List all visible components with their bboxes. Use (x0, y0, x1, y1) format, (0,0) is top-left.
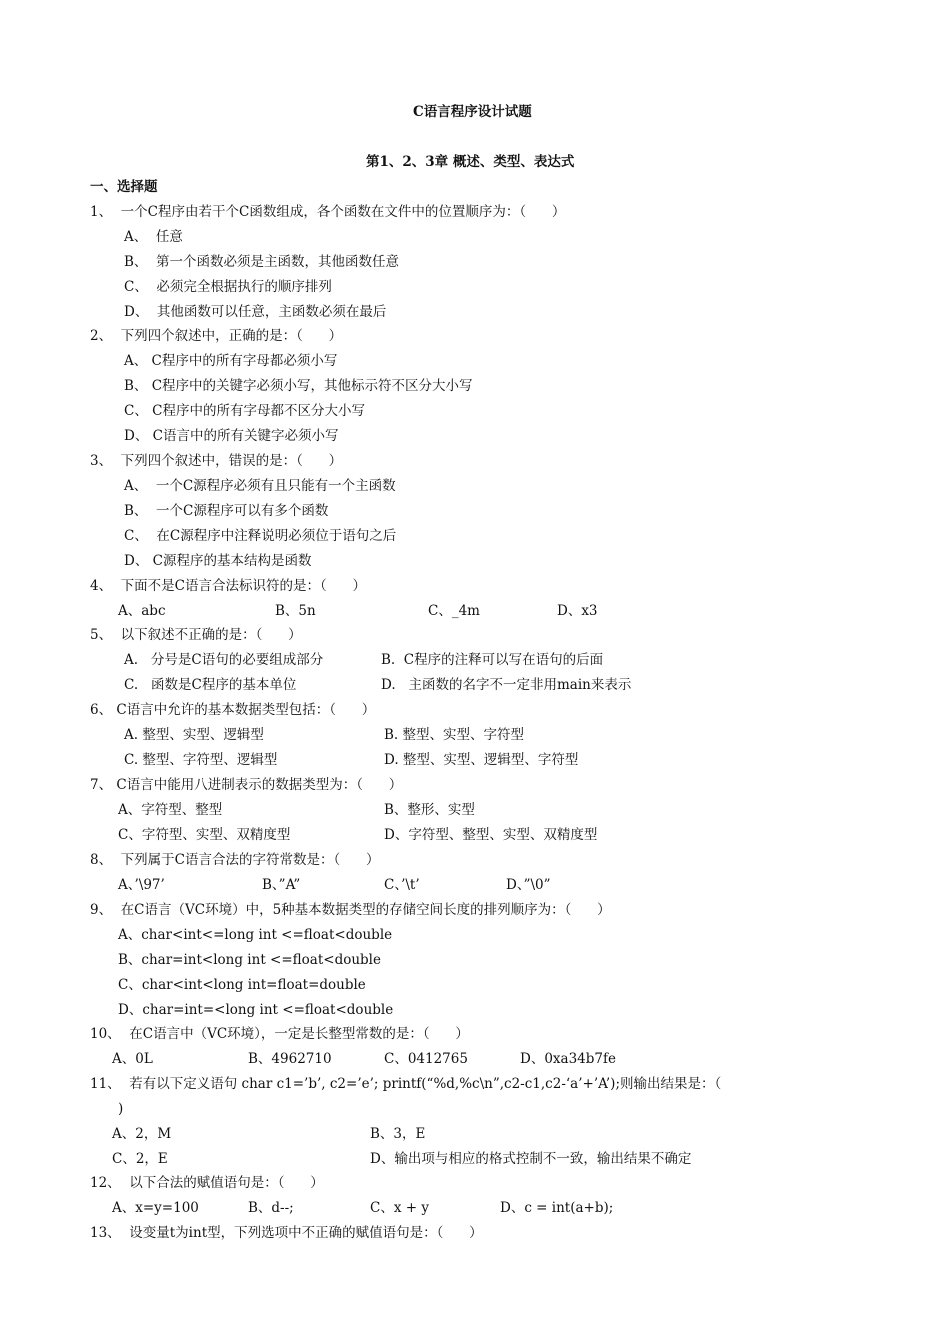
q3-option-a: A、 一个C源程序必须有且只能有一个主函数 (124, 478, 396, 494)
q2-option-c: C、 C程序中的所有字母都不区分大小写 (124, 403, 365, 419)
document-title: C语言程序设计试题 (413, 104, 532, 120)
q1-option-b: B、 第一个函数必须是主函数，其他函数任意 (124, 254, 400, 270)
question-9: 9、 在C语言（VC环境）中，5种基本数据类型的存储空间长度的排列顺序为：（ ） (90, 902, 611, 918)
q12-option-a: A、x=y=100 (112, 1200, 199, 1216)
q3-option-c: C、 在C源程序中注释说明必须位于语句之后 (124, 528, 397, 544)
q10-option-b: B、4962710 (248, 1051, 332, 1067)
q2-option-a: A、 C程序中的所有字母都必须小写 (124, 353, 338, 369)
question-8: 8、 下列属于C语言合法的字符常数是：（ ） (90, 852, 380, 868)
q7-option-a: A、字符型、整型 (118, 802, 223, 818)
question-1: 1、 一个C程序由若干个C函数组成，各个函数在文件中的位置顺序为：（ ） (90, 204, 566, 220)
question-11: 11、 若有以下定义语句 char c1=’b’, c2=’e’; printf(“%d,%c\n”,c2-c1,c2-‘a’+’A’);则输出结果是：（ (90, 1076, 722, 1092)
q1-option-c: C、 必须完全根据执行的顺序排列 (124, 279, 332, 295)
q10-option-c: C、0412765 (384, 1051, 468, 1067)
q4-option-a: A、abc (118, 603, 166, 619)
q8-option-a: A、’\97’ (118, 877, 165, 893)
q7-option-c: C、字符型、实型、双精度型 (118, 827, 291, 843)
question-11-continued: ) (118, 1101, 124, 1117)
q7-option-d: D、字符型、整型、实型、双精度型 (384, 827, 598, 843)
section-heading: 一、选择题 (90, 179, 158, 195)
q9-option-b: B、char=int<long int <=float<double (118, 952, 381, 968)
q6-option-b: B. 整型、实型、字符型 (384, 727, 525, 743)
question-6: 6、 C语言中允许的基本数据类型包括：（ ） (90, 702, 376, 718)
q6-option-a: A. 整型、实型、逻辑型 (124, 727, 264, 743)
q9-option-c: C、char<int<long int=float=double (118, 977, 366, 993)
q1-option-a: A、 任意 (124, 229, 183, 245)
q5-option-d: D. 主函数的名字不一定非用main来表示 (381, 677, 632, 693)
q2-option-d: D、 C语言中的所有关键字必须小写 (124, 428, 339, 444)
q7-option-b: B、整形、实型 (384, 802, 475, 818)
q11-option-c: C、2，E (112, 1151, 168, 1167)
q11-option-a: A、2，M (112, 1126, 172, 1142)
q10-option-a: A、0L (112, 1051, 153, 1067)
question-3: 3、 下列四个叙述中，错误的是：（ ） (90, 453, 343, 469)
q1-option-d: D、 其他函数可以任意，主函数必须在最后 (124, 304, 387, 320)
q3-option-d: D、 C源程序的基本结构是函数 (124, 553, 312, 569)
question-10: 10、 在C语言中（VC环境），一定是长整型常数的是：（ ） (90, 1026, 469, 1042)
q9-option-a: A、char<int<=long int <=float<double (118, 927, 393, 943)
q9-option-d: D、char=int=<long int <=float<double (118, 1002, 394, 1018)
q11-option-d: D、输出项与相应的格式控制不一致，输出结果不确定 (370, 1151, 692, 1167)
q3-option-b: B、 一个C源程序可以有多个函数 (124, 503, 329, 519)
question-2: 2、 下列四个叙述中，正确的是：（ ） (90, 328, 343, 344)
q5-option-c: C. 函数是C程序的基本单位 (124, 677, 297, 693)
q6-option-c: C. 整型、字符型、逻辑型 (124, 752, 278, 768)
q4-option-d: D、x3 (557, 603, 598, 619)
question-7: 7、 C语言中能用八进制表示的数据类型为：（ ） (90, 777, 403, 793)
q8-option-d: D、”\0” (506, 877, 551, 893)
question-4: 4、 下面不是C语言合法标识符的是：（ ） (90, 578, 366, 594)
question-13: 13、 设变量t为int型，下列选项中不正确的赋值语句是：（ ） (90, 1225, 483, 1241)
q12-option-d: D、c = int(a+b); (500, 1200, 614, 1216)
q4-option-c: C、_4m (428, 603, 480, 619)
q6-option-d: D. 整型、实型、逻辑型、字符型 (384, 752, 579, 768)
q4-option-b: B、5n (275, 603, 316, 619)
q2-option-b: B、 C程序中的关键字必须小写，其他标示符不区分大小写 (124, 378, 473, 394)
q5-option-a: A. 分号是C语句的必要组成部分 (124, 652, 324, 668)
question-5: 5、 以下叙述不正确的是：（ ） (90, 627, 302, 643)
q11-option-b: B、3，E (370, 1126, 426, 1142)
q10-option-d: D、0xa34b7fe (520, 1051, 616, 1067)
question-12: 12、 以下合法的赋值语句是：（ ） (90, 1175, 324, 1191)
q12-option-b: B、d--; (248, 1200, 294, 1216)
q12-option-c: C、x + y (370, 1200, 429, 1216)
q8-option-c: C、’\t’ (384, 877, 420, 893)
q8-option-b: B、”A” (262, 877, 301, 893)
q5-option-b: B. C程序的注释可以写在语句的后面 (381, 652, 604, 668)
chapter-heading: 第1、2、3章 概述、类型、表达式 (366, 154, 575, 170)
